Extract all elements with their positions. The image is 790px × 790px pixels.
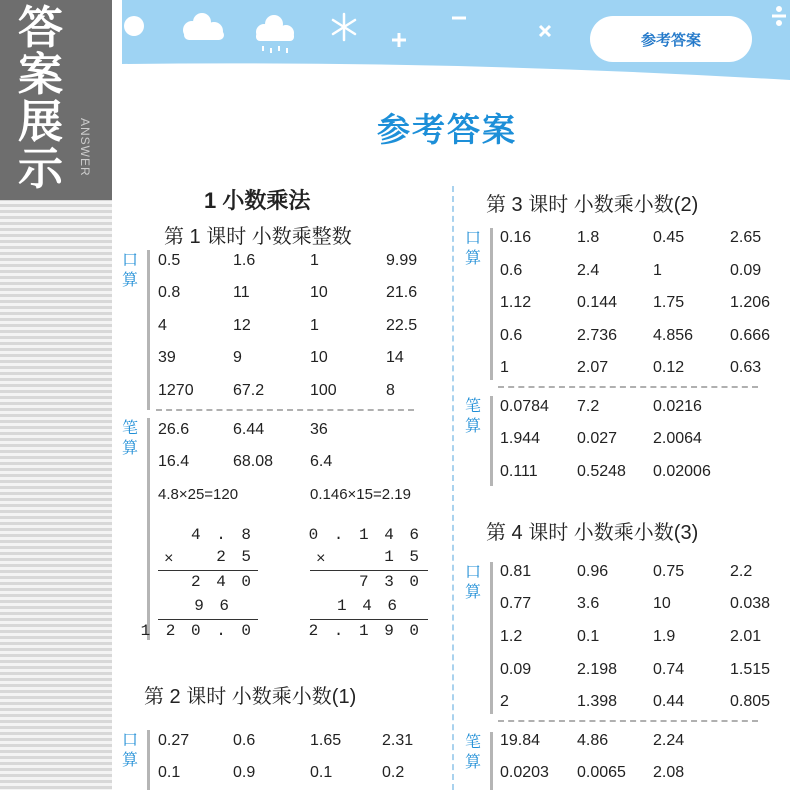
grid-cell: 12 bbox=[233, 317, 251, 334]
grid-cell: 0.1 bbox=[577, 628, 600, 645]
section-title: 1 小数乘法 bbox=[204, 188, 311, 213]
grid-cell: 21.6 bbox=[386, 284, 418, 301]
column-divider bbox=[452, 186, 454, 790]
grid-cell: 2.736 bbox=[577, 327, 618, 344]
grid-cell: 0.96 bbox=[577, 563, 609, 580]
grid-cell: 4.86 bbox=[577, 732, 609, 749]
grid-cell: 1.12 bbox=[500, 294, 532, 311]
grid-cell: 8 bbox=[386, 382, 395, 399]
grid-cell: 4.856 bbox=[653, 327, 694, 344]
grid-cell: 1.6 bbox=[233, 252, 256, 269]
grid-cell: 0.0203 bbox=[500, 764, 549, 781]
written-calc-label: 笔算 bbox=[465, 732, 482, 771]
vcalc-partial: 9 6 bbox=[194, 597, 232, 615]
section-bar bbox=[490, 562, 493, 714]
grid-cell: 2.07 bbox=[577, 359, 609, 376]
grid-cell: 2 bbox=[500, 693, 509, 710]
times-sign: × bbox=[316, 550, 326, 568]
grid-cell: 0.038 bbox=[730, 595, 771, 612]
vcalc-result: 2 . 1 9 0 bbox=[308, 622, 422, 640]
grid-cell: 1.65 bbox=[310, 732, 342, 749]
oral-calc-label: 口算 bbox=[465, 228, 482, 267]
vertical-multiplication bbox=[310, 524, 428, 644]
vcalc-line bbox=[310, 619, 428, 620]
section-bar bbox=[147, 418, 150, 640]
grid-cell: 0.81 bbox=[500, 563, 532, 580]
grid-cell: 26.6 bbox=[158, 421, 190, 438]
grid-cell: 100 bbox=[310, 382, 337, 399]
grid-cell: 4 bbox=[158, 317, 167, 334]
grid-cell: 0.27 bbox=[158, 732, 190, 749]
grid-cell: 0.666 bbox=[730, 327, 771, 344]
side-tab-char: 案 bbox=[18, 48, 64, 101]
grid-cell: 67.2 bbox=[233, 382, 265, 399]
grid-cell: 6.4 bbox=[310, 453, 333, 470]
sun-icon bbox=[124, 16, 144, 36]
side-tab-char: 答 bbox=[18, 1, 64, 54]
vcalc-multiplier: 1 5 bbox=[384, 548, 422, 566]
grid-cell: 10 bbox=[310, 349, 328, 366]
dashed-separator bbox=[498, 386, 758, 388]
section-bar bbox=[490, 396, 493, 486]
grid-cell: 9.99 bbox=[386, 252, 418, 269]
grid-cell: 0.0784 bbox=[500, 398, 549, 415]
grid-cell: 10 bbox=[310, 284, 328, 301]
grid-cell: 0.45 bbox=[653, 229, 685, 246]
side-tab-char: 示 bbox=[18, 142, 64, 195]
grid-cell: 0.805 bbox=[730, 693, 771, 710]
vcalc-partial: 2 4 0 bbox=[190, 573, 254, 591]
grid-cell: 0.0216 bbox=[653, 398, 702, 415]
grid-cell: 0.63 bbox=[730, 359, 762, 376]
grid-cell: 1270 bbox=[158, 382, 194, 399]
grid-cell: 0.75 bbox=[653, 563, 685, 580]
grid-cell: 0.09 bbox=[730, 262, 762, 279]
grid-cell: 2.65 bbox=[730, 229, 762, 246]
grid-cell: 0.09 bbox=[500, 661, 532, 678]
grid-cell: 0.027 bbox=[577, 430, 618, 447]
grid-cell: 2.4 bbox=[577, 262, 600, 279]
side-tab-title bbox=[18, 1, 70, 195]
grid-cell: 0.2 bbox=[382, 764, 405, 781]
grid-cell: 1.398 bbox=[577, 693, 618, 710]
side-tab-char: 展 bbox=[18, 95, 64, 148]
grid-cell: 1.515 bbox=[730, 661, 771, 678]
vcalc-partial: 7 3 0 bbox=[358, 573, 422, 591]
oral-calc-label: 口算 bbox=[122, 730, 139, 769]
grid-cell: 6.44 bbox=[233, 421, 265, 438]
vcalc-partial: 1 4 6 bbox=[336, 597, 400, 615]
grid-cell: 2.24 bbox=[653, 732, 685, 749]
grid-cell: 14 bbox=[386, 349, 404, 366]
grid-cell: 2.01 bbox=[730, 628, 762, 645]
written-calc-label: 笔算 bbox=[465, 396, 482, 435]
grid-cell: 3.6 bbox=[577, 595, 600, 612]
grid-cell: 0.16 bbox=[500, 229, 532, 246]
vcalc-multiplicand: 0 . 1 4 6 bbox=[308, 526, 422, 544]
answer-page bbox=[122, 0, 790, 790]
vcalc-multiplier: 2 5 bbox=[216, 548, 254, 566]
grid-cell: 1.75 bbox=[653, 294, 685, 311]
banner-pill-label: 参考答案 bbox=[590, 16, 752, 62]
dashed-separator bbox=[498, 720, 758, 722]
grid-cell: 68.08 bbox=[233, 453, 274, 470]
grid-cell: 1.206 bbox=[730, 294, 771, 311]
grid-cell: 0.12 bbox=[653, 359, 685, 376]
grid-cell: 9 bbox=[233, 349, 242, 366]
grid-cell: 7.2 bbox=[577, 398, 600, 415]
grid-cell: 0.74 bbox=[653, 661, 685, 678]
grid-cell: 2.08 bbox=[653, 764, 685, 781]
grid-cell: 2.0064 bbox=[653, 430, 702, 447]
page-title: 参考答案 bbox=[377, 111, 517, 148]
grid-cell: 39 bbox=[158, 349, 176, 366]
lesson-title: 第 4 课时 小数乘小数(3) bbox=[486, 522, 699, 544]
grid-cell: 0.5248 bbox=[577, 463, 626, 480]
grid-cell: 0.6 bbox=[500, 327, 523, 344]
grid-cell: 1 bbox=[653, 262, 662, 279]
grid-cell: 16.4 bbox=[158, 453, 190, 470]
grid-cell: 36 bbox=[310, 421, 328, 438]
grid-cell: 0.5 bbox=[158, 252, 181, 269]
side-tab-english: ANSWER bbox=[78, 118, 92, 177]
lesson-title: 第 1 课时 小数乘整数 bbox=[164, 226, 352, 248]
lesson-title: 第 2 课时 小数乘小数(1) bbox=[144, 686, 357, 708]
written-calc-label: 笔算 bbox=[122, 418, 139, 457]
section-bar bbox=[147, 730, 150, 790]
grid-cell: 1.2 bbox=[500, 628, 523, 645]
vcalc-line bbox=[158, 619, 258, 620]
grid-cell: 1 bbox=[310, 252, 319, 269]
grid-cell: 0.9 bbox=[233, 764, 256, 781]
vcalc-multiplicand: 4 . 8 bbox=[190, 526, 254, 544]
grid-cell: 2.31 bbox=[382, 732, 414, 749]
grid-cell: 19.84 bbox=[500, 732, 541, 749]
grid-cell: 0.144 bbox=[577, 294, 618, 311]
grid-cell: 10 bbox=[653, 595, 671, 612]
grid-cell: 0.111 bbox=[500, 463, 538, 480]
grid-cell: 1.944 bbox=[500, 430, 541, 447]
grid-cell: 22.5 bbox=[386, 317, 418, 334]
grid-cell: 0.1 bbox=[310, 764, 333, 781]
grid-cell: 0.44 bbox=[653, 693, 685, 710]
vertical-multiplication bbox=[140, 524, 258, 644]
dashed-separator bbox=[156, 409, 414, 411]
section-bar bbox=[490, 732, 493, 790]
grid-cell: 0.8 bbox=[158, 284, 181, 301]
grid-cell: 1 bbox=[500, 359, 509, 376]
equation: 0.146×15=2.19 bbox=[310, 486, 411, 503]
grid-cell: 11 bbox=[233, 284, 250, 301]
grid-cell: 0.0065 bbox=[577, 764, 626, 781]
oral-calc-label: 口算 bbox=[465, 562, 482, 601]
lesson-title: 第 3 课时 小数乘小数(2) bbox=[486, 194, 699, 216]
grid-cell: 1 bbox=[310, 317, 319, 334]
grid-cell: 0.1 bbox=[158, 764, 181, 781]
grid-cell: 0.02006 bbox=[653, 463, 711, 480]
vcalc-result: 1 2 0 . 0 bbox=[140, 622, 254, 640]
grid-cell: 0.6 bbox=[500, 262, 523, 279]
oral-calc-label: 口算 bbox=[122, 250, 139, 289]
grid-cell: 2.2 bbox=[730, 563, 753, 580]
section-bar bbox=[147, 250, 150, 410]
grid-cell: 1.9 bbox=[653, 628, 676, 645]
grid-cell: 0.77 bbox=[500, 595, 532, 612]
section-bar bbox=[490, 228, 493, 380]
side-tab bbox=[0, 0, 112, 200]
vcalc-line bbox=[158, 570, 258, 571]
equation: 4.8×25=120 bbox=[158, 486, 239, 503]
vcalc-line bbox=[310, 570, 428, 571]
grid-cell: 0.6 bbox=[233, 732, 256, 749]
times-sign: × bbox=[164, 550, 174, 568]
grid-cell: 2.198 bbox=[577, 661, 618, 678]
grid-cell: 1.8 bbox=[577, 229, 600, 246]
